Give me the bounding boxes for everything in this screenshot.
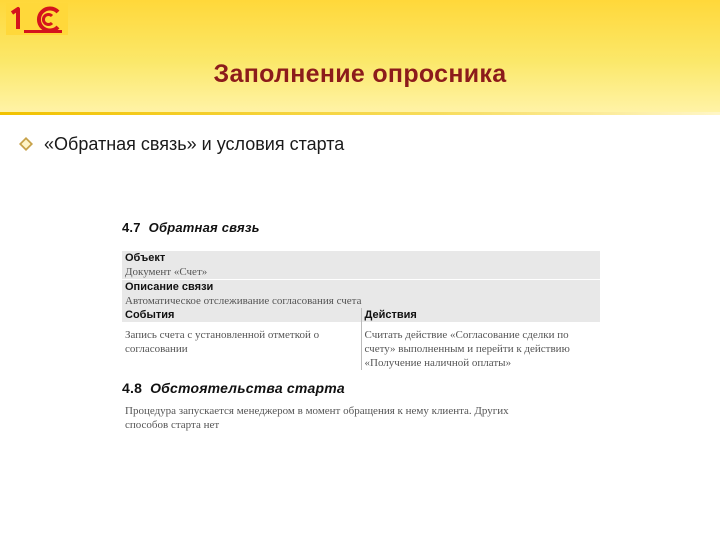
document-excerpt	[122, 220, 602, 431]
description-value: Автоматическое отслеживание согласования счета	[125, 295, 362, 307]
start-conditions-section	[122, 380, 548, 432]
events-actions-row	[122, 308, 600, 370]
actions-cell	[361, 308, 601, 370]
page-title: Заполнение опросника	[213, 60, 507, 88]
description-label: Описание связи	[125, 281, 214, 293]
section-heading	[122, 220, 602, 235]
actions-value: Считать действие «Согласование сделки по счету» выполненным и перейти к действию «Получение наличной оплаты»	[364, 329, 570, 369]
object-label: Объект	[125, 252, 166, 264]
section-number: 4.8	[122, 380, 143, 396]
section-heading	[122, 380, 548, 396]
bullet-item	[18, 129, 344, 159]
feedback-table	[122, 251, 600, 370]
section-title: Обратная связь	[148, 220, 260, 235]
events-cell	[122, 308, 361, 370]
events-value: Запись счета с установленной отметкой о согласовании	[125, 329, 320, 355]
header-band	[0, 0, 720, 112]
events-label: События	[122, 308, 361, 322]
description-row	[122, 280, 600, 308]
object-value: Документ «Счет»	[125, 266, 208, 278]
section-number: 4.7	[122, 220, 141, 235]
1c-logo	[6, 3, 68, 35]
section-title: Обстоятельства старта	[150, 380, 345, 396]
bullet-text: «Обратная связь» и условия старта	[44, 133, 345, 154]
actions-label: Действия	[362, 308, 601, 322]
object-row	[122, 251, 600, 279]
header-divider	[0, 112, 720, 115]
diamond-bullet-icon	[18, 136, 34, 152]
section-text: Процедура запускается менеджером в момент обращения к нему клиента. Других способов старта нет	[125, 405, 509, 431]
